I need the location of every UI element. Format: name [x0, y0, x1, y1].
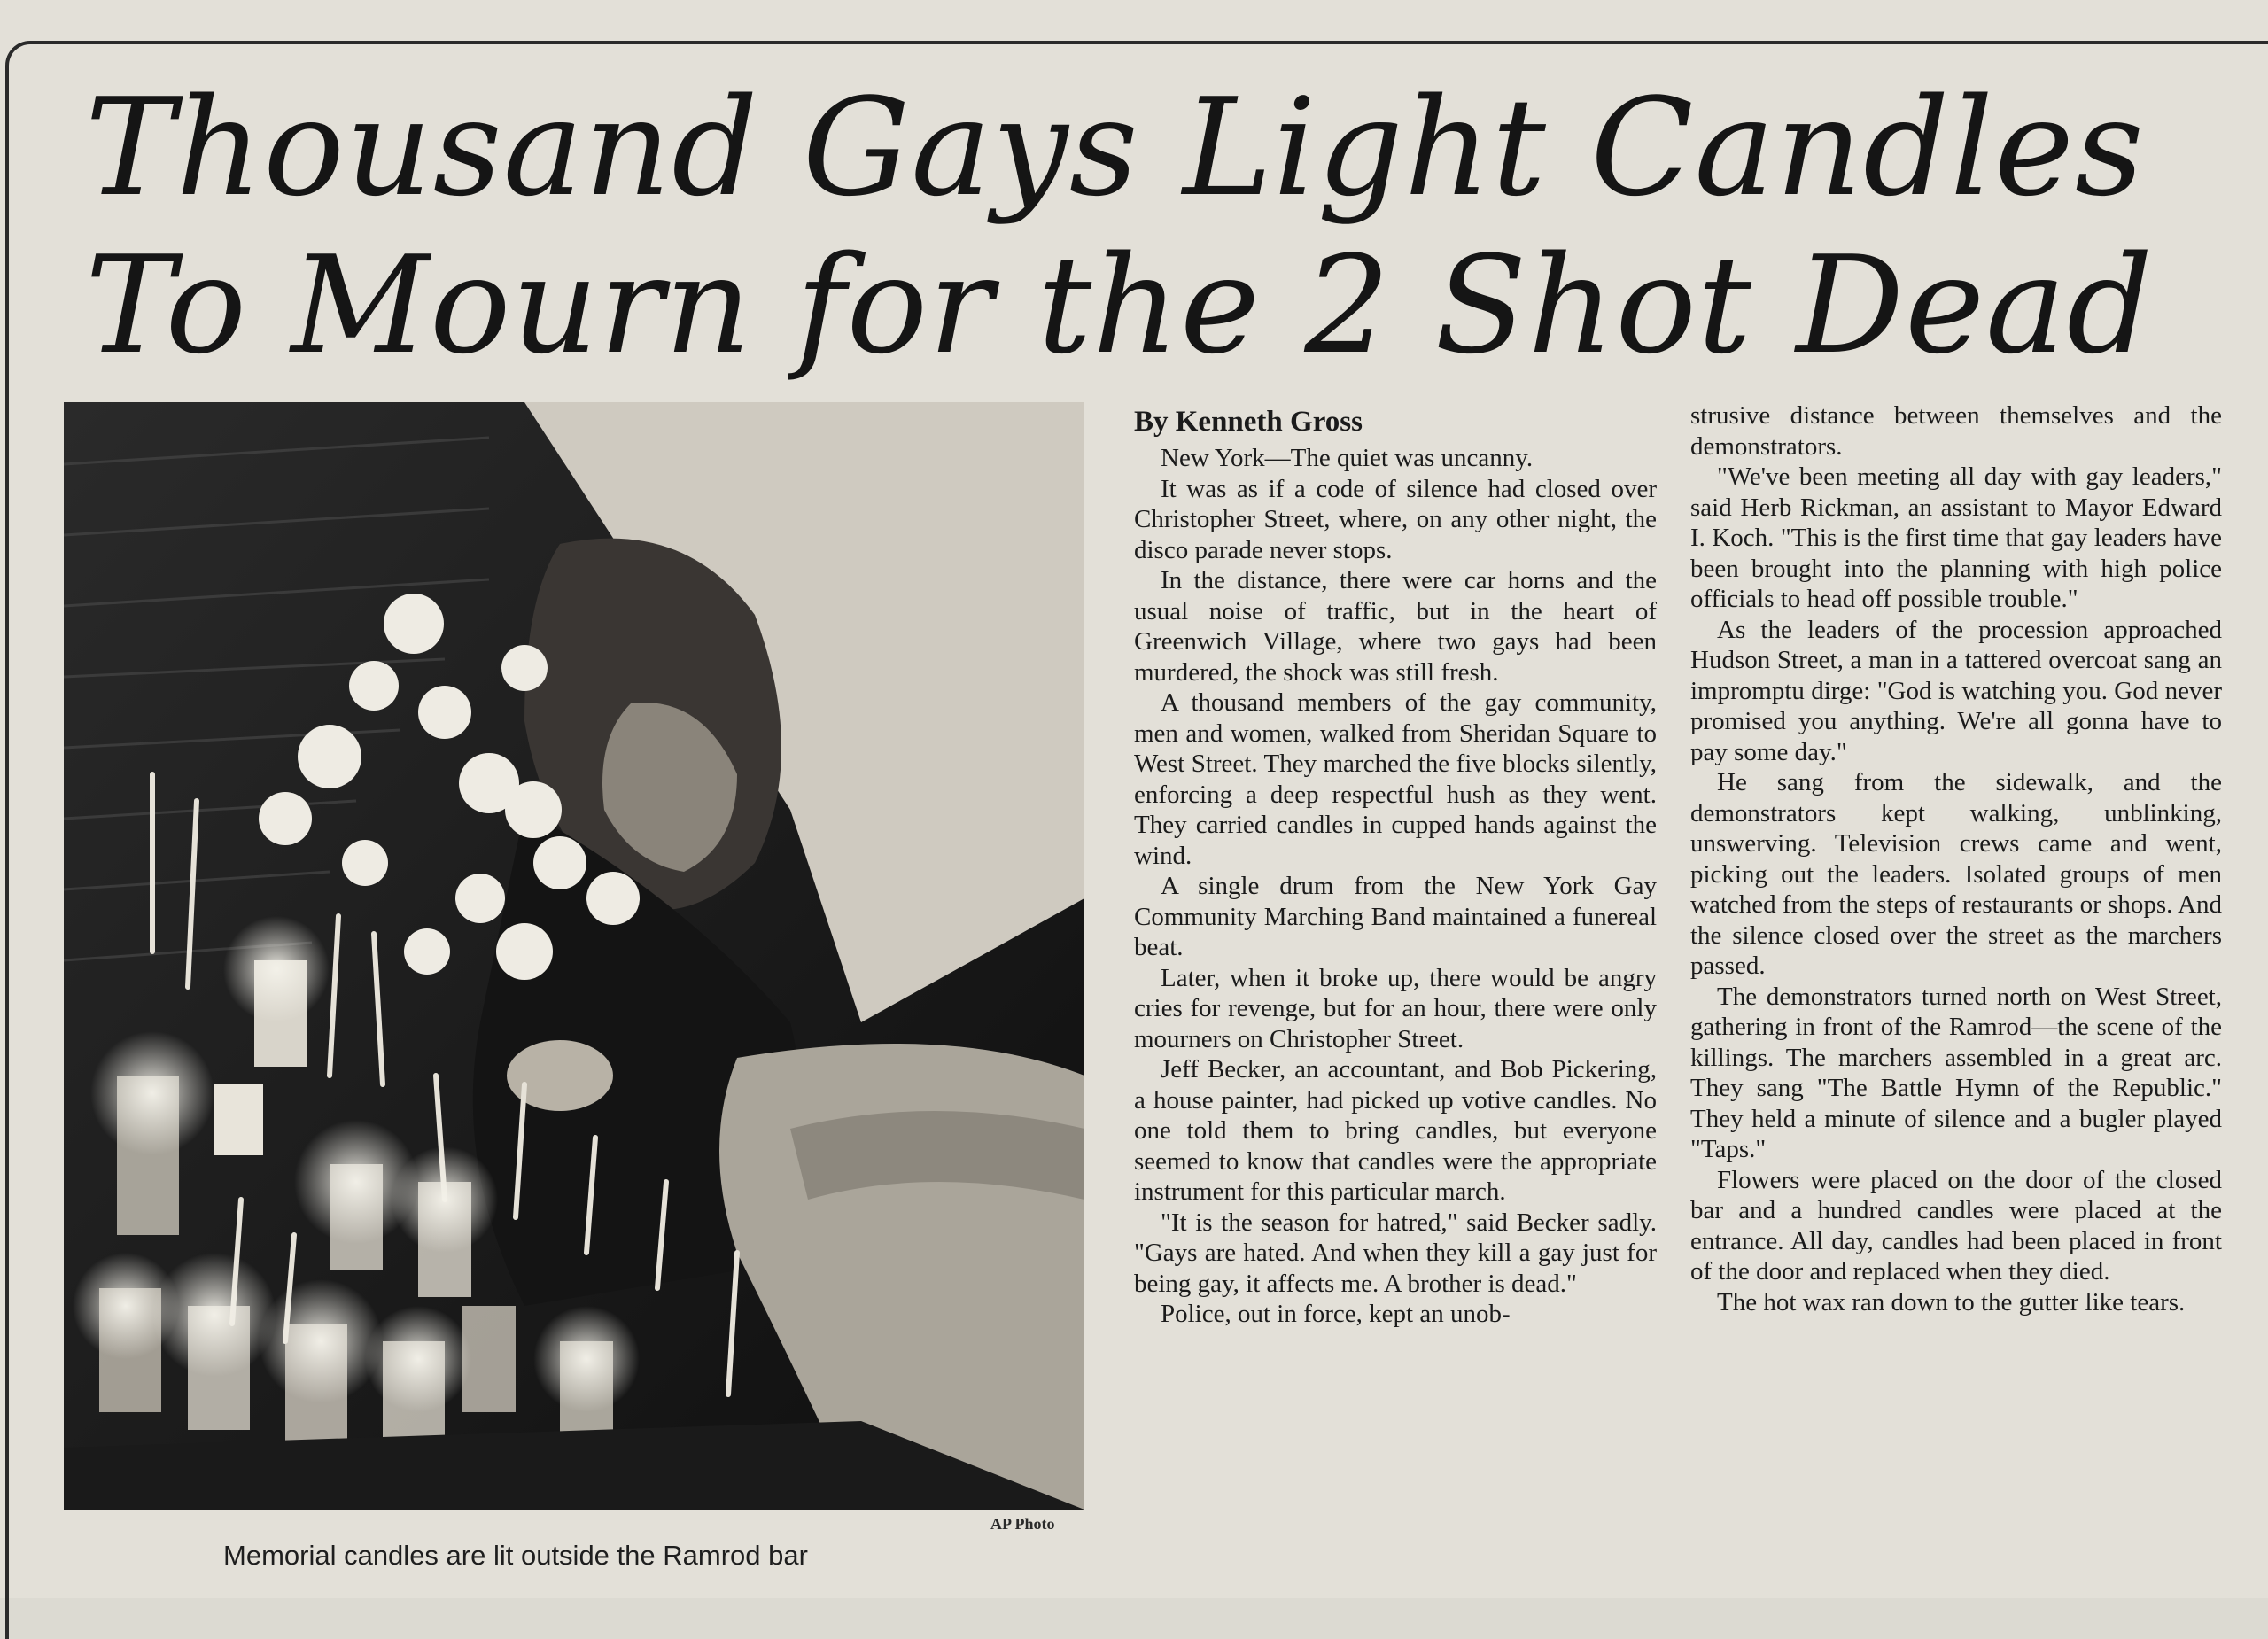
photo-credit: AP Photo: [990, 1515, 1055, 1533]
paragraph: It was as if a code of silence had closed over Christopher Street, where, on any other night, the disco parade never stops.: [1134, 474, 1657, 564]
headline: [85, 69, 2247, 385]
photo-caption: Memorial candles are lit outside the Ramrod bar: [223, 1540, 808, 1571]
paragraph: Police, out in force, kept an unob-: [1161, 1300, 1511, 1328]
headline-line-1: Thousand Gays Light Candles: [85, 69, 2145, 226]
paragraph: He sang from the sidewalk, and the demonstrators kept walking, unblinking, unswerving. Television crews came and went, picking out the leaders. Isolated groups of men watched from the steps of restaurants or shops. And the silence closed over the street as the marchers passed.: [1690, 768, 2223, 980]
paragraph: As the leaders of the procession approached Hudson Street, a man in a tattered overcoat sang an impromptu dirge: "God is watching you. God never promised you anything. We're all gonna have to pay some day.": [1690, 615, 2222, 766]
byline: By Kenneth Gross: [1134, 406, 1363, 438]
paragraph: The demonstrators turned north on West Street, gathering in front of the Ramrod—the scene of the killings. The marchers assembled in a great arc. They sang "The Battle Hymn of the Republic." They held a minute of silence and a bugler played "Taps.": [1690, 982, 2222, 1163]
paragraph: Flowers were placed on the door of the closed bar and a hundred candles were placed at the entrance. All day, candles had been placed in front of the door and replaced when they died.: [1690, 1165, 2222, 1286]
article-column-1: [1134, 400, 1657, 1330]
paragraph: New York—The quiet was uncanny.: [1161, 444, 1534, 472]
paragraph-continued: strusive distance between themselves and the demonstrators.: [1690, 401, 2222, 461]
headline-line-2: To Mourn for the 2 Shot Dead: [85, 227, 2155, 384]
news-photo: [64, 402, 1084, 1510]
paragraph: Jeff Becker, an accountant, and Bob Pickering, a house painter, had picked up votive candles. No one told them to bring candles, but everyone seemed to know that candles were the appropriate instrument for this particular march.: [1134, 1055, 1657, 1206]
paragraph: A thousand members of the gay community, men and women, walked from Sheridan Square to West Street. They marched the five blocks silently, enforcing a deep respectful hush as they went. They carried candles in cupped hands against the wind.: [1134, 688, 1657, 870]
candle-memorial-image: [64, 402, 1084, 1510]
paragraph: "We've been meeting all day with gay leaders," said Herb Rickman, an assistant to Mayor Edward I. Koch. "This is the first time that gay leaders have been brought into the planning with high police officials to head off possible trouble.": [1690, 462, 2222, 613]
paragraph: A single drum from the New York Gay Community Marching Band maintained a funereal beat.: [1134, 872, 1657, 961]
article-column-2: [1690, 400, 2222, 1317]
paragraph: "It is the season for hatred," said Becker sadly. "Gays are hated. And when they kill a gay just for being gay, it affects me. A brother is dead.": [1134, 1208, 1657, 1298]
paragraph: The hot wax ran down to the gutter like tears.: [1717, 1287, 2186, 1317]
paragraph: In the distance, there were car horns and the usual noise of traffic, but in the heart of Greenwich Village, where two gays had been murdered, the shock was still fresh.: [1134, 566, 1657, 687]
paragraph: Later, when it broke up, there would be angry cries for revenge, but for an hour, there were only mourners on Christopher Street.: [1134, 963, 1657, 1053]
